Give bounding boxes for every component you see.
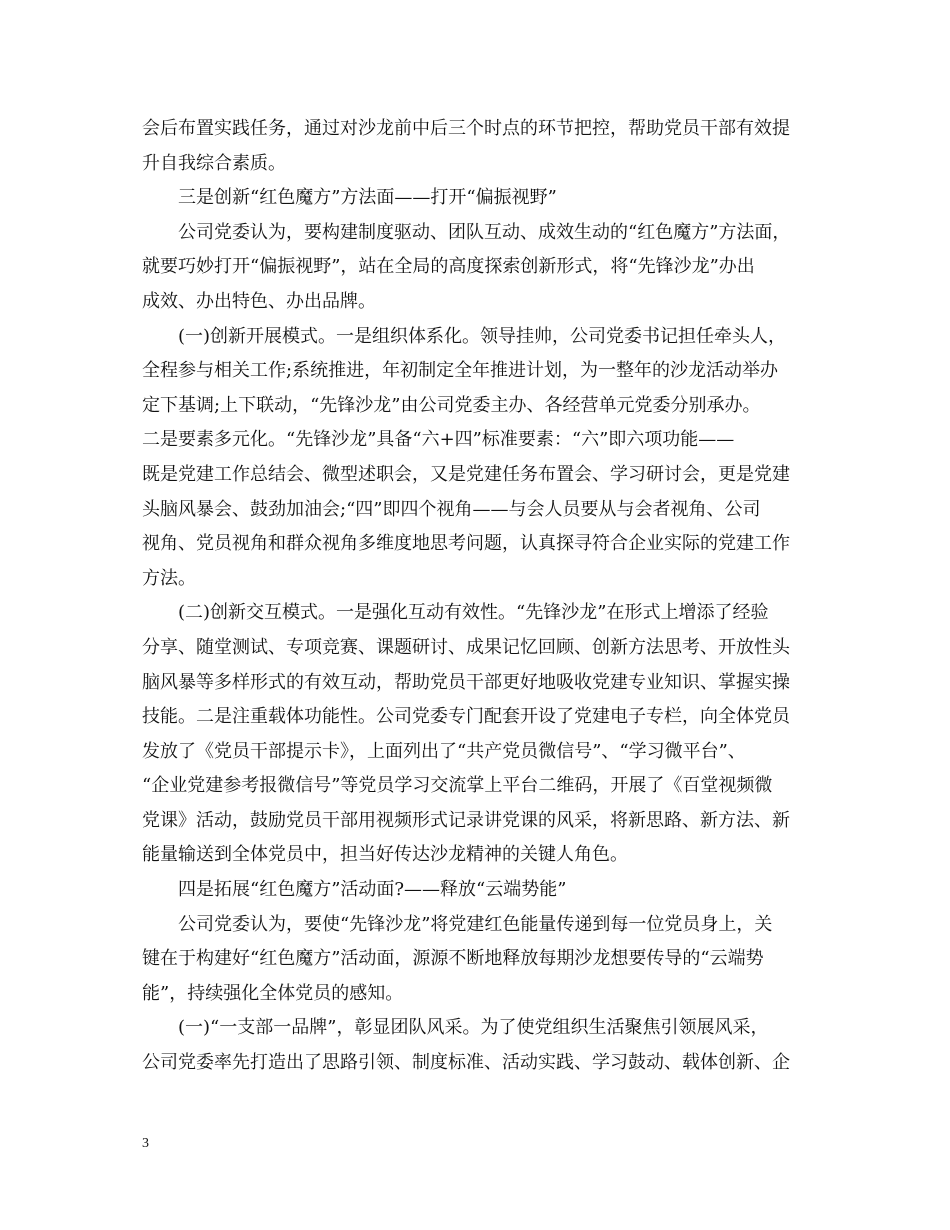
body-text [142,112,808,1081]
paragraph-3: (一)创新开展模式。一是组织体系化。领导挂帅，公司党委书记担任牵头人， 全程参与相关工作;系统推进，年初制定全年推进计划，为一整年的沙龙活动举办 定下基调;上下联动，“先锋沙龙”由公司党委主办、各经营单元党委分别承办。 二是要素多元化。“先锋沙龙”具备“六+四”标准要素：“六”即六项功能—— 既是党建工作总结会、微型述职会，又是党建任务布置会、学习研讨会，更是党建 头脑风暴会、鼓劲加油会;“四”即四个视角——与会人员要从与会者视角、公司 视角、党员视角和群众视角多维度地思考问题，认真探寻符合企业实际的党建工作 方法。 [142,325,790,589]
page-number: 3 [142,1136,149,1151]
paragraph-5: 公司党委认为，要使“先锋沙龙”将党建红色能量传递到每一位党员身上，关 键在于构建好“红色魔方”活动面，源源不断地释放每期沙龙想要传导的“云端势 能”，持续强化全体党员的感知。 [142,913,773,1004]
paragraph-6: (一)“一支部一品牌”，彰显团队风采。为了使党组织生活聚焦引领展风采， 公司党委率先打造出了思路引领、制度标准、活动实践、学习鼓动、载体创新、企 [142,1017,790,1074]
paragraph-2: 公司党委认为，要构建制度驱动、团队互动、成效生动的“红色魔方”方法面， 就要巧妙打开“偏振视野”，站在全局的高度探索创新形式，将“先锋沙龙”办出 成效、办出特色、办出品牌。 [142,221,791,312]
section-heading-4: 四是拓展“红色魔方”活动面?——释放“云端势能” [178,879,567,901]
paragraph-4: (二)创新交互模式。一是强化互动有效性。“先锋沙龙”在形式上增添了经验 分享、随堂测试、专项竞赛、课题研讨、成果记忆回顾、创新方法思考、开放性头 脑风暴等多样形式的有效互动，帮助党员干部更好地吸收党建专业知识、掌握实操 技能。二是注重载体功能性。公司党委专门配套开设了党建电子专栏，向全体党员 发放了《党员干部提示卡》，上面列出了“共产党员微信号”、“学习微平台”、 “企业党建参考报微信号”等党员学习交流掌上平台二维码，开展了《百堂视频微 党课》活动，鼓励党员干部用视频形式记录讲党课的风采，将新思路、新方法、新 能量输送到全体党员中，担当好传达沙龙精神的关键人角色。 [142,602,790,866]
section-heading-3: 三是创新“红色魔方”方法面——打开“偏振视野” [178,187,557,209]
paragraph-1: 会后布置实践任务，通过对沙龙前中后三个时点的环节把控，帮助党员干部有效提 升自我综合素质。 [142,118,790,174]
